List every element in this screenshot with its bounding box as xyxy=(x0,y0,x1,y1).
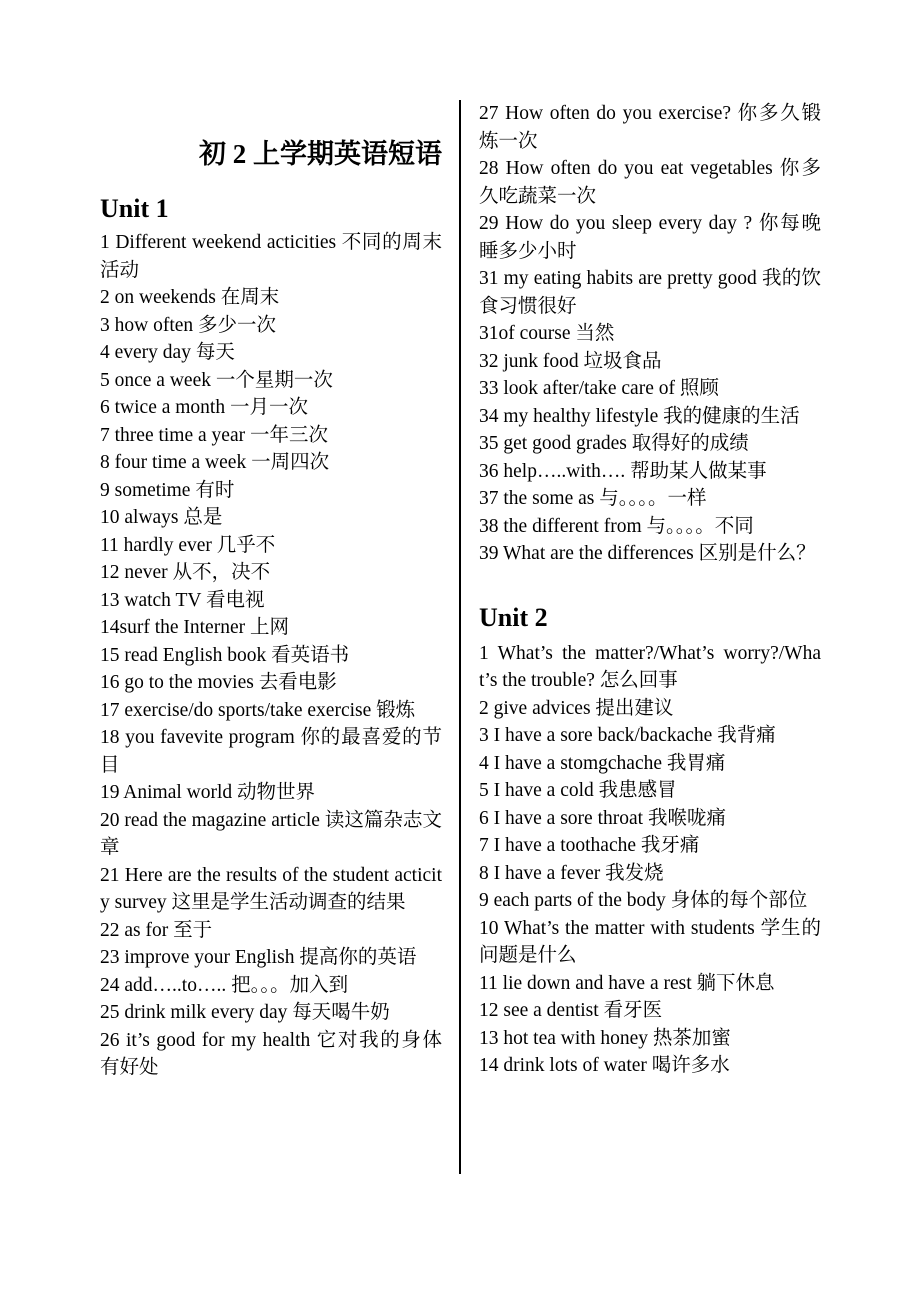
phrase-english: 7 three time a year xyxy=(100,424,246,446)
phrase-chinese: 与。。。。一样 xyxy=(599,488,707,509)
phrase-entry xyxy=(100,779,442,807)
phrase-entry xyxy=(100,669,442,697)
left-column xyxy=(100,100,442,1082)
phrase-entry xyxy=(100,449,442,477)
phrase-entry xyxy=(479,485,821,513)
phrase-chinese: 我患感冒 xyxy=(598,780,677,801)
phrase-entry xyxy=(100,312,442,340)
phrase-english: 6 I have a sore throat xyxy=(479,807,644,829)
phrase-chinese: 去看电影 xyxy=(258,672,337,693)
phrase-english: 20 read the magazine article xyxy=(100,809,320,831)
phrase-chinese: 你多久吃蔬菜一次 xyxy=(479,158,821,207)
phrase-entry xyxy=(479,997,821,1025)
phrase-chinese: 我背痛 xyxy=(717,725,776,746)
phrase-english: 9 sometime xyxy=(100,479,191,501)
phrase-chinese: 一周四次 xyxy=(251,452,330,473)
phrase-english: 34 my healthy lifestyle xyxy=(479,405,659,427)
phrase-entry xyxy=(100,917,442,945)
phrase-english: 29 How do you sleep every day ? xyxy=(479,213,753,234)
phrase-english: 11 lie down and have a rest xyxy=(479,972,692,994)
phrase-entry xyxy=(479,887,821,915)
phrase-chinese: 它对我的身体有好处 xyxy=(100,1029,442,1078)
phrase-english: 21 Here are the results of the student acticity survey xyxy=(100,864,442,913)
phrase-chinese: 我胃痛 xyxy=(666,752,726,774)
phrase-chinese: 锻炼 xyxy=(376,699,416,721)
phrase-chinese: 看英语书 xyxy=(271,644,350,666)
phrase-entry xyxy=(100,614,442,642)
phrase-english: 10 What’s the matter with students xyxy=(479,917,755,939)
phrase-chinese: 我牙痛 xyxy=(640,835,700,856)
phrase-chinese: 你每晚睡多少小时 xyxy=(479,213,821,262)
phrase-entry xyxy=(479,540,821,568)
phrase-entry xyxy=(100,477,442,505)
phrase-entry xyxy=(479,375,821,403)
phrase-chinese: 身体的每个部位 xyxy=(670,890,808,911)
phrase-chinese: 把。。。加入到 xyxy=(231,974,349,996)
phrase-entry xyxy=(479,265,821,320)
phrase-entry xyxy=(100,229,442,284)
phrase-english: 1 Different weekend acticities xyxy=(100,232,337,253)
phrase-entry xyxy=(479,458,821,486)
phrase-entry xyxy=(100,367,442,395)
phrase-chinese: 一个星期一次 xyxy=(215,369,333,391)
phrase-english: 32 junk food xyxy=(479,350,579,372)
phrase-english: 24 add…..to….. xyxy=(100,974,227,996)
phrase-chinese: 我发烧 xyxy=(605,862,664,884)
phrase-entry xyxy=(479,695,821,723)
phrase-entry xyxy=(100,1027,442,1082)
phrase-english: 12 see a dentist xyxy=(479,1000,599,1021)
phrase-chinese: 从不，决不 xyxy=(172,562,271,583)
phrase-english: 31of course xyxy=(479,323,571,344)
phrase-english: 5 I have a cold xyxy=(479,780,594,801)
phrase-english: 35 get good grades xyxy=(479,433,627,454)
phrase-entry xyxy=(479,513,821,541)
phrase-entry xyxy=(479,430,821,458)
phrase-chinese: 帮助某人做某事 xyxy=(630,460,767,482)
phrase-entry xyxy=(100,697,442,725)
phrase-english: 2 on weekends xyxy=(100,287,216,308)
phrase-chinese: 不同的周末活动 xyxy=(100,232,443,281)
phrase-english: 17 exercise/do sports/take exercise xyxy=(100,699,372,721)
phrase-chinese: 区别是什么？ xyxy=(698,543,816,564)
phrase-entry xyxy=(479,100,821,155)
phrase-chinese: 几乎不 xyxy=(216,534,276,556)
phrase-english: 3 how often xyxy=(100,314,194,336)
phrase-english: 23 improve your English xyxy=(100,947,295,968)
phrase-chinese: 看牙医 xyxy=(603,1000,663,1021)
phrase-entry xyxy=(100,504,442,532)
phrase-english: 18 you favevite program xyxy=(100,727,295,748)
phrase-chinese: 每天喝牛奶 xyxy=(292,1002,390,1023)
phrase-chinese: 躺下休息 xyxy=(696,972,775,994)
phrase-entry xyxy=(479,640,821,695)
phrase-entry xyxy=(479,320,821,348)
phrase-entry xyxy=(479,860,821,888)
phrase-chinese: 学生的问题是什么 xyxy=(479,917,821,966)
phrase-entry xyxy=(100,339,442,367)
phrase-chinese: 有时 xyxy=(195,479,235,501)
phrase-entry xyxy=(100,422,442,450)
phrase-chinese: 取得好的成绩 xyxy=(631,433,749,454)
phrase-entry xyxy=(100,944,442,972)
phrase-english: 28 How often do you eat vegetables xyxy=(479,158,773,179)
phrase-english: 13 hot tea with honey xyxy=(479,1027,648,1049)
phrase-entry xyxy=(100,972,442,1000)
phrase-english: 2 give advices xyxy=(479,697,591,719)
phrase-english: 36 help…..with…. xyxy=(479,460,626,482)
phrase-english: 8 four time a week xyxy=(100,452,247,473)
phrase-english: 14surf the Interner xyxy=(100,617,246,638)
phrase-chinese: 热茶加蜜 xyxy=(652,1027,731,1049)
phrase-chinese: 总是 xyxy=(183,507,223,528)
phrase-entry xyxy=(479,915,821,970)
phrase-english: 7 I have a toothache xyxy=(479,835,637,856)
phrase-chinese: 每天 xyxy=(195,342,235,363)
phrase-english: 4 I have a stomgchache xyxy=(479,752,663,774)
phrase-entry xyxy=(100,587,442,615)
phrase-entry xyxy=(479,403,821,431)
phrase-entry xyxy=(100,807,442,862)
phrase-chinese: 看电视 xyxy=(205,589,265,611)
page-title: 初 2 上学期英语短语 xyxy=(199,139,442,169)
phrase-entry xyxy=(100,532,442,560)
phrase-chinese: 这里是学生活动调查的结果 xyxy=(171,892,406,913)
phrase-chinese: 垃圾食品 xyxy=(583,350,662,372)
phrase-english: 6 twice a month xyxy=(100,397,226,418)
phrase-chinese: 提出建议 xyxy=(595,697,674,719)
unit-1-phrase-list-continued xyxy=(479,100,821,568)
phrase-english: 11 hardly ever xyxy=(100,534,212,556)
phrase-entry xyxy=(479,1025,821,1053)
phrase-chinese: 与。。。。不同 xyxy=(646,515,754,537)
phrase-entry xyxy=(479,777,821,805)
phrase-english: 39 What are the differences xyxy=(479,543,694,564)
phrase-entry xyxy=(479,722,821,750)
phrase-chinese: 我的饮食习惯很好 xyxy=(479,268,821,317)
phrase-entry xyxy=(479,805,821,833)
phrase-entry xyxy=(100,559,442,587)
phrase-english: 37 the some as xyxy=(479,488,595,509)
unit-1-heading: Unit 1 xyxy=(100,194,169,223)
phrase-entry xyxy=(479,750,821,778)
column-divider xyxy=(459,100,461,1174)
phrase-chinese: 在周末 xyxy=(220,287,280,308)
phrase-english: 5 once a week xyxy=(100,369,211,391)
unit-2-heading: Unit 2 xyxy=(479,602,548,632)
phrase-chinese: 我的健康的生活 xyxy=(663,405,800,427)
phrase-chinese: 动物世界 xyxy=(237,782,316,803)
phrase-entry xyxy=(479,832,821,860)
phrase-entry xyxy=(479,970,821,998)
phrase-chinese: 当然 xyxy=(575,323,615,344)
phrase-entry xyxy=(100,642,442,670)
phrase-entry xyxy=(479,210,821,265)
phrase-entry xyxy=(479,348,821,376)
phrase-english: 26 it’s good for my health xyxy=(100,1029,311,1051)
phrase-english: 8 I have a fever xyxy=(479,862,601,884)
phrase-chinese: 照顾 xyxy=(679,378,719,399)
phrase-chinese: 怎么回事 xyxy=(599,670,678,691)
phrase-chinese: 读这篇杂志文章 xyxy=(100,809,442,858)
phrase-english: 4 every day xyxy=(100,342,191,363)
phrase-entry xyxy=(100,862,442,917)
phrase-english: 14 drink lots of water xyxy=(479,1055,647,1076)
phrase-english: 16 go to the movies xyxy=(100,672,254,693)
phrase-english: 12 never xyxy=(100,562,168,583)
phrase-chinese: 多少一次 xyxy=(198,314,277,336)
phrase-chinese: 一月一次 xyxy=(229,397,308,418)
phrase-entry xyxy=(100,724,442,779)
phrase-chinese: 你多久锻炼一次 xyxy=(479,103,821,152)
unit-1-phrase-list xyxy=(100,229,442,1082)
phrase-english: 10 always xyxy=(100,507,179,528)
phrase-english: 9 each parts of the body xyxy=(479,890,666,911)
phrase-chinese: 至于 xyxy=(173,919,213,941)
phrase-chinese: 一年三次 xyxy=(249,424,328,446)
phrase-english: 15 read English book xyxy=(100,644,267,666)
phrase-english: 3 I have a sore back/backache xyxy=(479,725,713,746)
phrase-english: 38 the different from xyxy=(479,515,642,537)
phrase-english: 27 How often do you exercise? xyxy=(479,103,732,124)
phrase-english: 25 drink milk every day xyxy=(100,1002,288,1023)
phrase-english: 19 Animal world xyxy=(100,782,233,803)
unit-2-phrase-list xyxy=(479,640,821,1080)
phrase-entry xyxy=(100,999,442,1027)
phrase-chinese: 喝许多水 xyxy=(651,1055,730,1076)
phrase-english: 22 as for xyxy=(100,919,169,941)
right-column xyxy=(479,100,821,1080)
phrase-english: 13 watch TV xyxy=(100,589,202,611)
phrase-chinese: 你的最喜爱的节目 xyxy=(100,727,442,776)
phrase-entry xyxy=(100,394,442,422)
phrase-chinese: 提高你的英语 xyxy=(299,947,417,968)
phrase-entry xyxy=(100,284,442,312)
phrase-entry xyxy=(479,1052,821,1080)
phrase-chinese: 我喉咙痛 xyxy=(647,807,726,829)
phrase-entry xyxy=(479,155,821,210)
phrase-chinese: 上网 xyxy=(249,617,289,638)
phrase-english: 1 What’s the matter?/What’s worry?/What’s the trouble? xyxy=(479,642,821,691)
phrase-english: 33 look after/take care of xyxy=(479,378,675,399)
phrase-english: 31 my eating habits are pretty good xyxy=(479,268,757,289)
